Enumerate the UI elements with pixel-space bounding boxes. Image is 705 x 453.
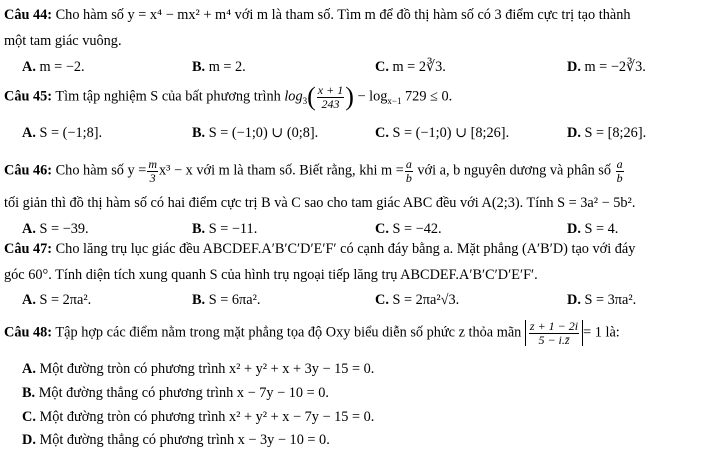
option-label: C. (375, 125, 389, 141)
option-label: D. (567, 221, 581, 237)
q48-stem-a: Tập hợp các điểm nằm trong mặt phẳng tọa độ Oxy biểu diễn số phức z thỏa mãn (55, 324, 522, 341)
option-label: B. (192, 292, 206, 308)
option-label: A. (22, 125, 36, 141)
q44-stem-line2: một tam giác vuông. (4, 33, 122, 49)
fraction-denominator: 5 − i.z̄ (538, 332, 570, 347)
q48-option-c[interactable] (22, 410, 374, 424)
option-text: S = [8;26]. (584, 125, 647, 141)
q47-option-d[interactable] (567, 293, 636, 307)
q46-option-a[interactable] (22, 222, 89, 236)
option-text: m = 2∛3. (392, 59, 446, 75)
q46-func-fraction (147, 158, 158, 184)
q45-stem (4, 84, 452, 110)
option-text: S = −42. (392, 221, 442, 237)
q46-stem-b: với m là tham số. Biết rằng, khi (196, 162, 378, 179)
q45-option-c[interactable] (375, 126, 509, 140)
option-text: S = −39. (39, 221, 89, 237)
q45-log: log (284, 88, 303, 105)
option-text: S = 2πa²√3. (392, 292, 460, 308)
option-label: A. (22, 361, 36, 377)
q48-stem (4, 320, 620, 346)
q45-ineq-tail: 729 ≤ 0. (405, 88, 453, 105)
q47-option-c[interactable] (375, 293, 459, 307)
option-label: B. (22, 385, 36, 401)
option-text: Một đường thẳng có phương trình x − 3y − 10 = 0. (39, 432, 330, 448)
option-label: B. (192, 59, 206, 75)
q46-stem-c: với a, b nguyên dương và phân số (417, 162, 611, 179)
q46-func-lhs: y = (127, 162, 147, 179)
q46-option-c[interactable] (375, 222, 442, 236)
option-label: B. (192, 125, 206, 141)
q48-option-d[interactable] (22, 433, 330, 447)
fraction-numerator: a (405, 157, 412, 171)
option-text: S = 4. (584, 221, 619, 237)
q45-option-b[interactable] (192, 126, 318, 140)
option-label: C. (22, 409, 36, 425)
q44-option-b[interactable] (192, 60, 246, 74)
q45-number: Câu 45: (4, 88, 53, 105)
option-text: S = (−1;8]. (39, 125, 103, 141)
right-paren: ) (345, 82, 354, 112)
q45-fraction (317, 84, 344, 110)
q46-tail-fraction (616, 158, 624, 184)
fraction-numerator: a (616, 157, 623, 171)
q46-m-eq: m = (381, 162, 404, 179)
option-text: m = −2. (39, 59, 85, 75)
option-label: C. (375, 292, 389, 308)
option-label: D. (567, 59, 581, 75)
q44-option-a[interactable] (22, 60, 85, 74)
option-label: A. (22, 292, 36, 308)
fraction-denominator: b (405, 170, 412, 185)
q46-option-d[interactable] (567, 222, 618, 236)
option-label: D. (567, 125, 581, 141)
option-label: C. (375, 221, 389, 237)
option-text: Một đường tròn có phương trình x² + y² + x − 7y − 15 = 0. (39, 409, 375, 425)
option-text: Một đường tròn có phương trình x² + y² + x + 3y − 15 = 0. (39, 361, 375, 377)
fraction-denominator: 3 (149, 170, 156, 185)
option-text: S = 3πa². (584, 292, 637, 308)
option-text: S = 2πa². (39, 292, 92, 308)
q44-stem: Cho hàm số y = x⁴ − mx² + m⁴ với m là tham số. Tìm m để đồ thị hàm số có 3 điểm cực trị tạo thành (55, 7, 631, 23)
q45-stem-text: Tìm tập nghiệm S của bất phương trình (55, 88, 281, 105)
q48-option-b[interactable] (22, 386, 329, 400)
q46-func-rhs: x³ − x (159, 162, 193, 179)
q45-option-a[interactable] (22, 126, 102, 140)
q45-log2: − log (357, 88, 388, 105)
q44-option-c[interactable] (375, 60, 446, 74)
option-label: D. (567, 292, 581, 308)
q48-number: Câu 48: (4, 324, 53, 341)
fraction-denominator: 243 (321, 96, 340, 111)
q48-fraction (529, 320, 579, 346)
option-text: S = −11. (208, 221, 258, 237)
q47-stem-line2: góc 60°. Tính diện tích xung quanh S của hình trụ ngoại tiếp lăng trụ ABCDEF.A′B′C′D′E′F′. (4, 267, 538, 283)
q46-m-fraction (405, 158, 413, 184)
q45-log2-base: x−1 (387, 96, 402, 107)
q45-option-d[interactable] (567, 126, 646, 140)
q47-option-b[interactable] (192, 293, 260, 307)
option-text: S = (−1;0) ∪ [8;26]. (392, 125, 510, 141)
q46-stem-a: Cho hàm số (55, 162, 124, 179)
option-label: C. (375, 59, 389, 75)
q46-stem-line2: tối giản thì đồ thị hàm số có hai điểm cực trị B và C sao cho tam giác ABC đều với A(2;3). Tính S = 3a² − 5b². (4, 195, 636, 211)
q45-log-base: 3 (302, 96, 308, 107)
option-text: S = 6πa². (208, 292, 261, 308)
option-label: A. (22, 221, 36, 237)
left-paren: ( (307, 82, 316, 112)
q47-option-a[interactable] (22, 293, 91, 307)
fraction-denominator: b (616, 170, 623, 185)
q48-modulus (525, 320, 583, 346)
option-text: S = (−1;0) ∪ (0;8]. (208, 125, 319, 141)
fraction-numerator: m (148, 157, 157, 171)
q48-stem-b: = 1 là: (583, 324, 620, 341)
q48-option-a[interactable] (22, 362, 374, 376)
q46-number: Câu 46: (4, 162, 53, 179)
option-label: A. (22, 59, 36, 75)
option-text: Một đường thẳng có phương trình x − 7y − 10 = 0. (38, 385, 329, 401)
q47-stem: Cho lăng trụ lục giác đều ABCDEF.A′B′C′D′E′F′ có cạnh đáy bằng a. Mặt phẳng (A′B′D) tạo với đáy (55, 241, 636, 257)
fraction-numerator: x + 1 (317, 83, 344, 97)
option-text: m = −2∛3. (584, 59, 646, 75)
option-text: m = 2. (208, 59, 246, 75)
q47-number: Câu 47: (4, 241, 53, 257)
q44-number: Câu 44: (4, 7, 53, 23)
q46-option-b[interactable] (192, 222, 257, 236)
q44-stem-line1 (4, 8, 631, 22)
option-label: D. (22, 432, 36, 448)
option-label: B. (192, 221, 206, 237)
fraction-numerator: z + 1 − 2i (529, 319, 579, 333)
q46-stem-line1 (4, 158, 625, 184)
q47-stem-line1 (4, 242, 635, 256)
q44-option-d[interactable] (567, 60, 646, 74)
